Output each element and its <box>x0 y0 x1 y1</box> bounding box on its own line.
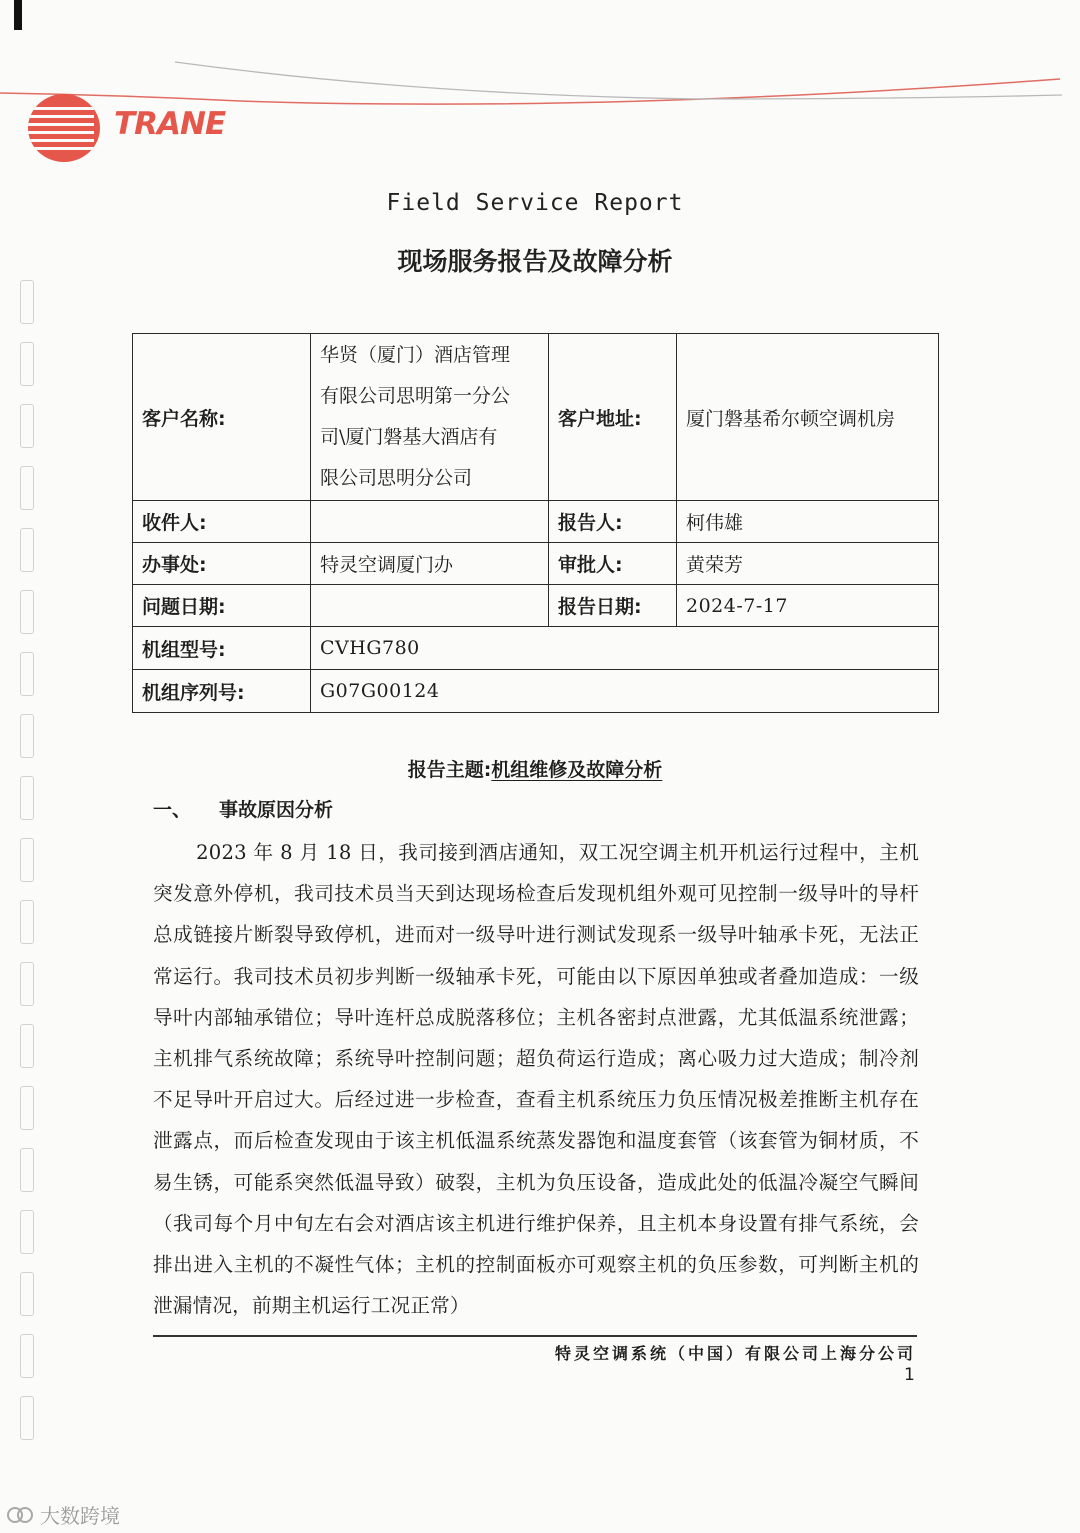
approver-value: 黄荣芳 <box>677 543 939 585</box>
reporter-label: 报告人: <box>549 501 677 543</box>
section-number: 一、 <box>153 799 192 821</box>
customer-name-label: 客户名称: <box>133 334 311 501</box>
report-date-label: 报告日期: <box>549 585 677 627</box>
watermark-logo-icon <box>6 1504 34 1526</box>
page-number: 1 <box>904 1365 915 1385</box>
subject-label: 报告主题: <box>407 759 492 781</box>
customer-address-value: 厦门磐基希尔顿空调机房 <box>677 334 939 501</box>
customer-name-line: 司\厦门磐基大酒店有 <box>320 426 498 448</box>
serial-value: G07G00124 <box>311 670 939 713</box>
recipient-label: 收件人: <box>133 501 311 543</box>
customer-name-line: 限公司思明分公司 <box>320 467 473 489</box>
footer-company-name: 特灵空调系统（中国）有限公司上海分公司 <box>554 1344 916 1363</box>
report-subject <box>0 755 1070 782</box>
office-value: 特灵空调厦门办 <box>311 543 549 585</box>
table-row <box>133 501 939 543</box>
scan-edge-holes <box>0 280 40 1480</box>
report-date-value: 2024-7-17 <box>677 585 939 627</box>
table-row <box>133 334 939 501</box>
issue-date-label: 问题日期: <box>133 585 311 627</box>
table-row <box>133 585 939 627</box>
serial-label: 机组序列号: <box>133 670 311 713</box>
model-label: 机组型号: <box>133 627 311 670</box>
report-info-table <box>132 333 939 713</box>
customer-name-value <box>311 334 549 501</box>
trane-logo-icon <box>24 92 104 164</box>
table-row <box>133 543 939 585</box>
office-label: 办事处: <box>133 543 311 585</box>
section-paragraph: 2023 年 8 月 18 日，我司接到酒店通知，双工况空调主机开机运行过程中，主机突发意外停机，我司技术员当天到达现场检查后发现机组外观可见控制一级导叶的导杆总成链接片断裂导致停机，进而对一级导叶进行测试发现系一级导叶轴承卡死，无法正常运行。我司技术员初步判断一级轴承卡死，可能由以下原因单独或者叠加造成：一级导叶内部轴承错位；导叶连杆总成脱落移位；主机各密封点泄露，尤其低温系统泄露；主机排气系统故障；系统导叶控制问题；超负荷运行造成；离心吸力过大造成；制冷剂不足导叶开启过大。后经过进一步检查，查看主机系统压力负压情况极差推断主机存在泄露点，而后检查发现由于该主机低温系统蒸发器饱和温度套管（该套管为铜材质，不易生锈，可能系突然低温导致）破裂，主机为负压设备，造成此处的低温冷凝空气瞬间（我司每个月中旬左右会对酒店该主机进行维护保养，且主机本身设置有排气系统，会排出进入主机的不凝性气体；主机的控制面板亦可观察主机的负压参数，可判断主机的泄漏情况，前期主机运行工况正常） <box>153 841 919 1318</box>
watermark-text: 大数跨境 <box>40 1504 120 1528</box>
recipient-value <box>311 501 549 543</box>
approver-label: 审批人: <box>549 543 677 585</box>
customer-name-line: 有限公司思明第一分公 <box>320 385 511 407</box>
table-row <box>133 670 939 713</box>
reporter-value: 柯伟雄 <box>677 501 939 543</box>
brand-wordmark: TRANE <box>114 106 226 142</box>
report-title-chinese: 现场服务报告及故障分析 <box>397 247 673 276</box>
subject-value: 机组维修及故障分析 <box>491 759 663 781</box>
table-row <box>133 627 939 670</box>
customer-address-label: 客户地址: <box>549 334 677 501</box>
scan-corner-mark <box>14 0 22 30</box>
report-title-english: Field Service Report <box>386 190 684 216</box>
section-title: 事故原因分析 <box>219 799 334 821</box>
section-heading <box>153 795 333 822</box>
customer-name-line: 华贤（厦门）酒店管理 <box>320 344 511 366</box>
model-value: CVHG780 <box>311 627 939 670</box>
watermark <box>6 1500 120 1529</box>
issue-date-value <box>311 585 549 627</box>
footer-divider <box>153 1335 917 1337</box>
